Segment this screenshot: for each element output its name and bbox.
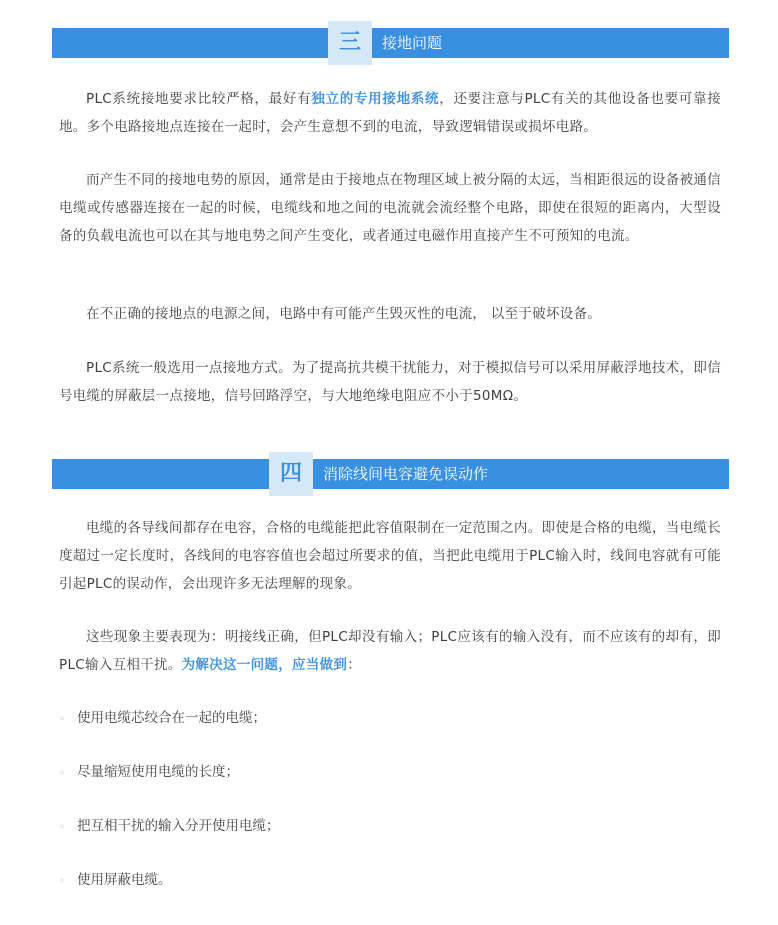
highlight-text: 为解决这一问题，应当做到 [181,657,348,673]
section-3-paragraph-1: PLC系统接地要求比较严格，最好有独立的专用接地系统，还要注意与PLC有关的其他设备也要可靠接地。多个电路接地点连接在一起时，会产生意想不到的电流，导致逻辑错误或损坏电路。 [59,91,721,135]
section-3-paragraph-2: 而产生不同的接地电势的原因，通常是由于接地点在物理区域上被分隔的太远，当相距很远的设备被通信电缆或传感器连接在一起的时候，电缆线和地之间的电流就会流经整个电路，即使在很短的距离内，大型设备的负载电流也可以在其与地电势之间产生变化，或者通过电磁作用直接产生不可预知的电流。 [59,172,721,244]
section-3-header [52,28,729,58]
list-item: ◦ 使用电缆芯绞合在一起的电缆； [59,704,721,734]
list-item: ◦ 把互相干扰的输入分开使用电缆； [59,812,721,842]
section-3-number-badge: 三 [328,21,372,65]
bullet-icon: ◦ [59,822,65,833]
section-3-paragraph-4: PLC系统一般选用一点接地方式。为了提高抗共模干扰能力，对于模拟信号可以采用屏蔽浮地技术，即信号电缆的屏蔽层一点接地，信号回路浮空，与大地绝缘电阻应不小于50MΩ。 [59,360,721,404]
section-3-title: 接地问题 [382,34,443,52]
section-4-title: 消除线间电容避免误动作 [323,465,489,483]
section-4-number-badge: 四 [269,452,313,496]
section-4-paragraph-1: 电缆的各导线间都存在电容，合格的电缆能把此容值限制在一定范围之内。即使是合格的电缆，当电缆长度超过一定长度时，各线间的电容容值也会超过所要求的值，当把此电缆用于PLC输入时，线间电容就有可能引起PLC的误动作，会出现许多无法理解的现象。 [59,520,721,592]
section-3-paragraph-3: 在不正确的接地点的电源之间，电路中有可能产生毁灭性的电流， 以至于破坏设备。 [86,306,602,322]
section-4-paragraph-2: 这些现象主要表现为：明接线正确，但PLC却没有输入；PLC应该有的输入没有，而不应该有的却有，即PLC输入互相干扰。为解决这一问题，应当做到： [59,629,721,673]
list-item: ◦ 尽量缩短使用电缆的长度； [59,758,721,788]
bullet-icon: ◦ [59,714,65,725]
list-item: ◦ 使用屏蔽电缆。 [59,866,721,896]
section-4-header [52,459,729,489]
bullet-icon: ◦ [59,876,65,887]
highlight-text: 独立的专用接地系统 [311,91,440,107]
bullet-icon: ◦ [59,768,65,779]
